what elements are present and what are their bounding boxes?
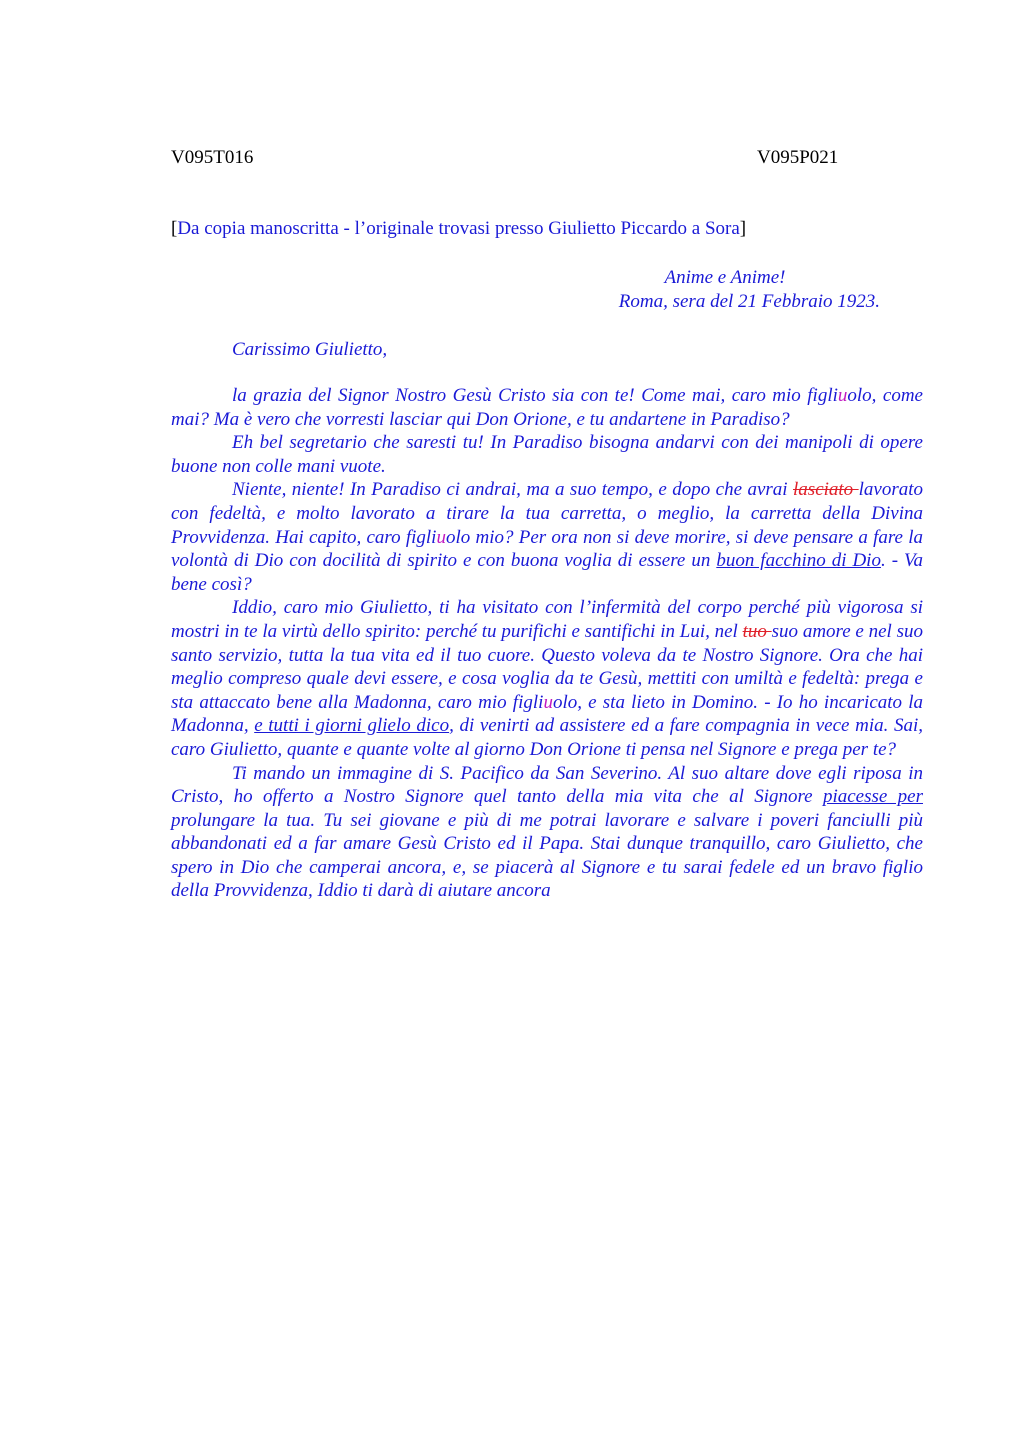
motto: Anime e Anime! (664, 267, 786, 288)
text-run: la grazia del Signor Nostro Gesù Cristo sia con te! Come mai, caro mio figli (232, 385, 838, 406)
text-run: . - Va bene così? (171, 550, 924, 595)
correction-letter: u (436, 526, 446, 548)
underlined-phrase: buon facchino di Dio (716, 550, 881, 572)
text-run: olo, come mai? Ma è vero che vorresti lasciar qui Don Orione, e tu andartene in Paradiso? (171, 385, 923, 430)
page-code-right: V095P021 (757, 147, 839, 168)
text-run: olo mio? Per ora non si deve morire, si deve pensare a fare la volontà di Dio con docilità di spirito e con buona voglia di essere un (171, 526, 923, 572)
source-note (171, 217, 746, 241)
text-run: prolungare la tua. Tu sei giovane e più di me potrai lavorare e salvare i poveri fanciulli più abbandonati ed a far amare Gesù Cristo ed il Papa. Stai dunque tranquillo, caro Giulietto, che spero in Dio che camperai ancora, e, se piacerà al Signore e tu sarai fedele ed un bravo figlio della Provvidenza, Iddio ti darà di aiutare ancora (171, 809, 923, 902)
paragraph-2: Eh bel segretario che saresti tu! In Paradiso bisogna andarvi con dei manipoli di opere buone non colle mani vuote. (171, 432, 923, 477)
text-run: Iddio, caro mio Giulietto, ti ha visitato con l’infermità del corpo perché più vigorosa si mostri in te la virtù dello spirito: perché tu purifichi e santifichi in Lui, nel (171, 597, 923, 642)
text-run: Niente, niente! In Paradiso ci andrai, ma a suo tempo, e dopo che avrai (232, 479, 794, 501)
document-code-left: V095T016 (171, 147, 254, 168)
source-note-text: Da copia manoscritta - l’originale trovasi presso Giulietto Piccardo a Sora (177, 218, 740, 239)
underlined-phrase: e tutti i giorni glielo dico (254, 715, 450, 737)
text-run: Ti mando un immagine di S. Pacifico da San Severino. Al suo altare dove egli riposa in Cristo, ho offerto a Nostro Signore quel tanto della mia vita che al Signore (171, 762, 923, 808)
paragraph-1 (171, 384, 923, 431)
letter-body (171, 384, 923, 903)
salutation: Carissimo Giulietto, (232, 339, 388, 360)
bracket-open: [ (171, 218, 178, 239)
text-run: suo amore e nel suo santo servizio, tutta la tua vita ed il tuo cuore. Questo voleva da te Nostro Signore. Ora che hai meglio compreso quale devi essere, e cosa voglia da te Gesù, mettiti con umiltà e fedeltà: prega e sta attaccato bene alla Madonna, caro mio figli (171, 620, 923, 713)
place-date: Roma, sera del 21 Febbraio 1923. (618, 291, 880, 312)
correction-letter: u (543, 691, 553, 713)
underlined-phrase: piacesse per (822, 786, 923, 808)
paragraph-4 (171, 596, 923, 761)
correction-letter: u (837, 385, 848, 406)
deleted-word: tuo (742, 620, 772, 642)
paragraph-3 (171, 478, 923, 596)
text-run: , di venirti ad assistere ed a fare compagnia in vece mia. Sai, caro Giulietto, quante e quante volte al giorno Don Orione ti pensa nel Signore e prega per te? (171, 715, 924, 760)
bracket-close: ] (739, 218, 747, 239)
deleted-word: lasciato (793, 479, 859, 501)
letter-heading (560, 266, 880, 314)
text-run: olo, e sta lieto in Domino. - Io ho incaricato la Madonna, (171, 691, 923, 737)
text-run: lavorato con fedeltà, e molto lavorato a tirare la tua carretta, o meglio, la carretta della Divina Provvidenza. Hai capito, caro figli (171, 479, 924, 548)
paragraph-5 (171, 762, 923, 904)
